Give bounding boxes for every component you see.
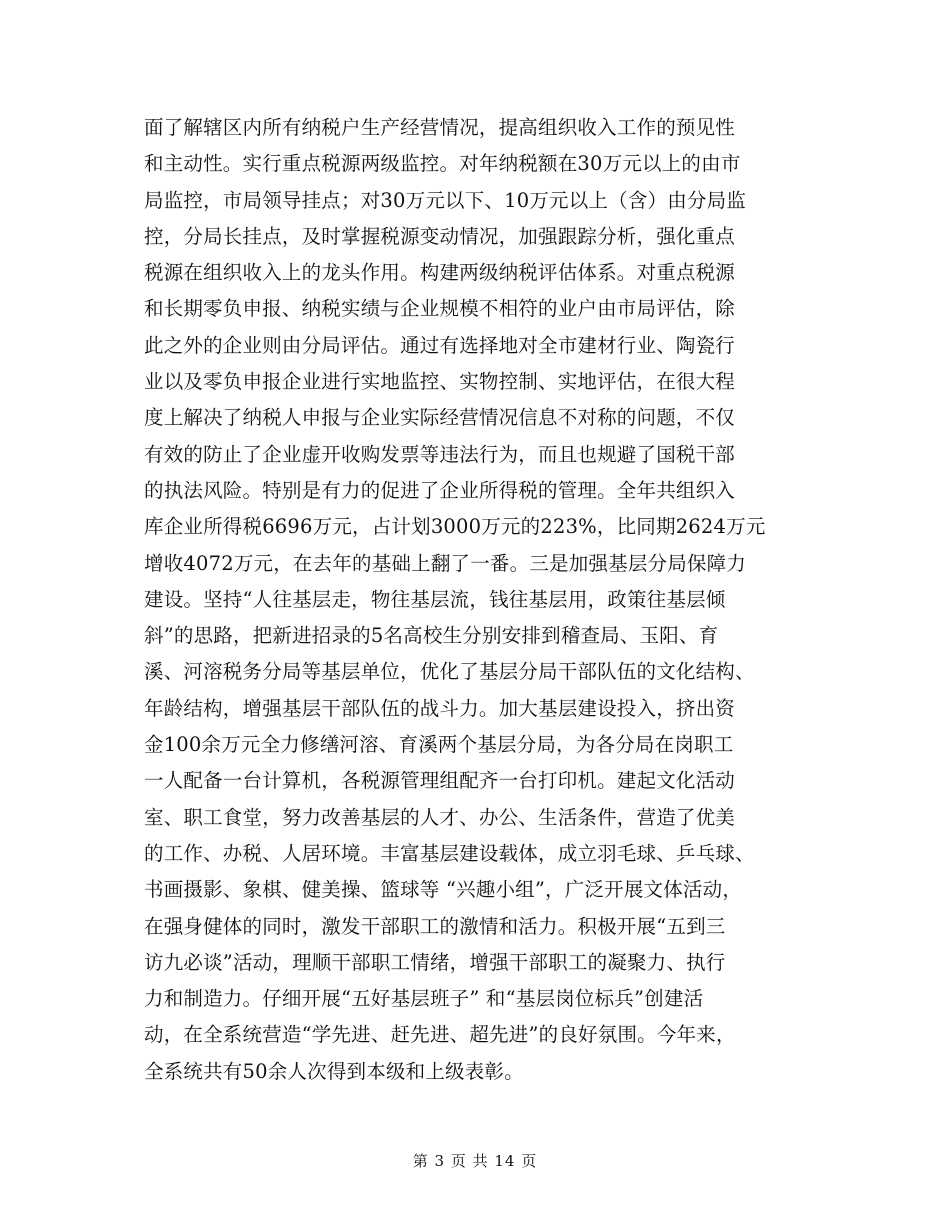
text-line: 税源在组织收入上的龙头作用。构建两级纳税评估体系。对重点税源: [144, 261, 736, 285]
text-line: 度上解决了纳税人申报与企业实际经营情况信息不对称的问题，不仅: [144, 406, 736, 430]
text-line: 和长期零负申报、纳税实绩与企业规模不相符的业户由市局评估，除: [144, 297, 736, 321]
text-line: 此之外的企业则由分局评估。通过有选择地对全市建材行业、陶瓷行: [144, 333, 736, 357]
text-line: 的工作、办税、人居环境。丰富基层建设载体，成立羽毛球、乒乓球、: [144, 841, 755, 865]
text-line: 金100余万元全力修缮河溶、育溪两个基层分局，为各分局在岗职工: [144, 733, 734, 757]
text-line: 局监控，市局领导挂点；对30万元以下、10万元以上（含）由分局监: [144, 188, 747, 212]
text-line: 的执法风险。特别是有力的促进了企业所得税的管理。全年共组织入: [144, 478, 736, 502]
text-line: 力和制造力。仔细开展“五好基层班子” 和“基层岗位标兵”创建活: [144, 987, 704, 1011]
body-text: [144, 110, 824, 1090]
text-line: 库企业所得税6696万元，占计划3000万元的223%，比同期2624万元: [144, 515, 766, 539]
text-line: 斜”的思路，把新进招录的5名高校生分别安排到稽查局、玉阳、育: [144, 624, 719, 648]
text-line: 面了解辖区内所有纳税户生产经营情况，提高组织收入工作的预见性: [144, 116, 736, 139]
text-line: 动，在全系统营造“学先进、赶先进、超先进”的良好氛围。今年来，: [144, 1023, 736, 1047]
text-line: 增收4072万元，在去年的基础上翻了一番。三是加强基层分局保障力: [144, 551, 747, 575]
text-line: 年龄结构，增强基层干部队伍的战斗力。加大基层建设投入，挤出资: [144, 696, 736, 720]
text-line: 全系统共有50余人次得到本级和上级表彰。: [144, 1059, 524, 1083]
text-line: 一人配备一台计算机，各税源管理组配齐一台打印机。建起文化活动: [144, 769, 736, 793]
text-line: 访九必谈”活动，理顺干部职工情绪，增强干部职工的凝聚力、执行: [144, 950, 726, 974]
page-number-footer: 第 3 页 共 14 页: [412, 1152, 538, 1170]
text-line: 有效的防止了企业虚开收购发票等违法行为，而且也规避了国税干部: [144, 442, 736, 466]
text-line: 书画摄影、象棋、健美操、篮球等 “兴趣小组”，广泛开展文体活动，: [144, 878, 743, 902]
text-line: 室、职工食堂，努力改善基层的人才、办公、生活条件，营造了优美: [144, 805, 736, 829]
text-line: 溪、河溶税务分局等基层单位，优化了基层分局干部队伍的文化结构、: [144, 660, 755, 684]
text-line: 建设。坚持“人往基层走，物往基层流，钱往基层用，政策往基层倾: [144, 587, 726, 611]
text-line: 在强身健体的同时，激发干部职工的激情和活力。积极开展“五到三: [144, 914, 726, 938]
text-line: 业以及零负申报企业进行实地监控、实物控制、实地评估，在很大程: [144, 370, 736, 394]
text-line: 和主动性。实行重点税源两级监控。对年纳税额在30万元以上的由市: [144, 152, 741, 176]
text-line: 控，分局长挂点，及时掌握税源变动情况，加强跟踪分析，强化重点: [144, 224, 736, 248]
